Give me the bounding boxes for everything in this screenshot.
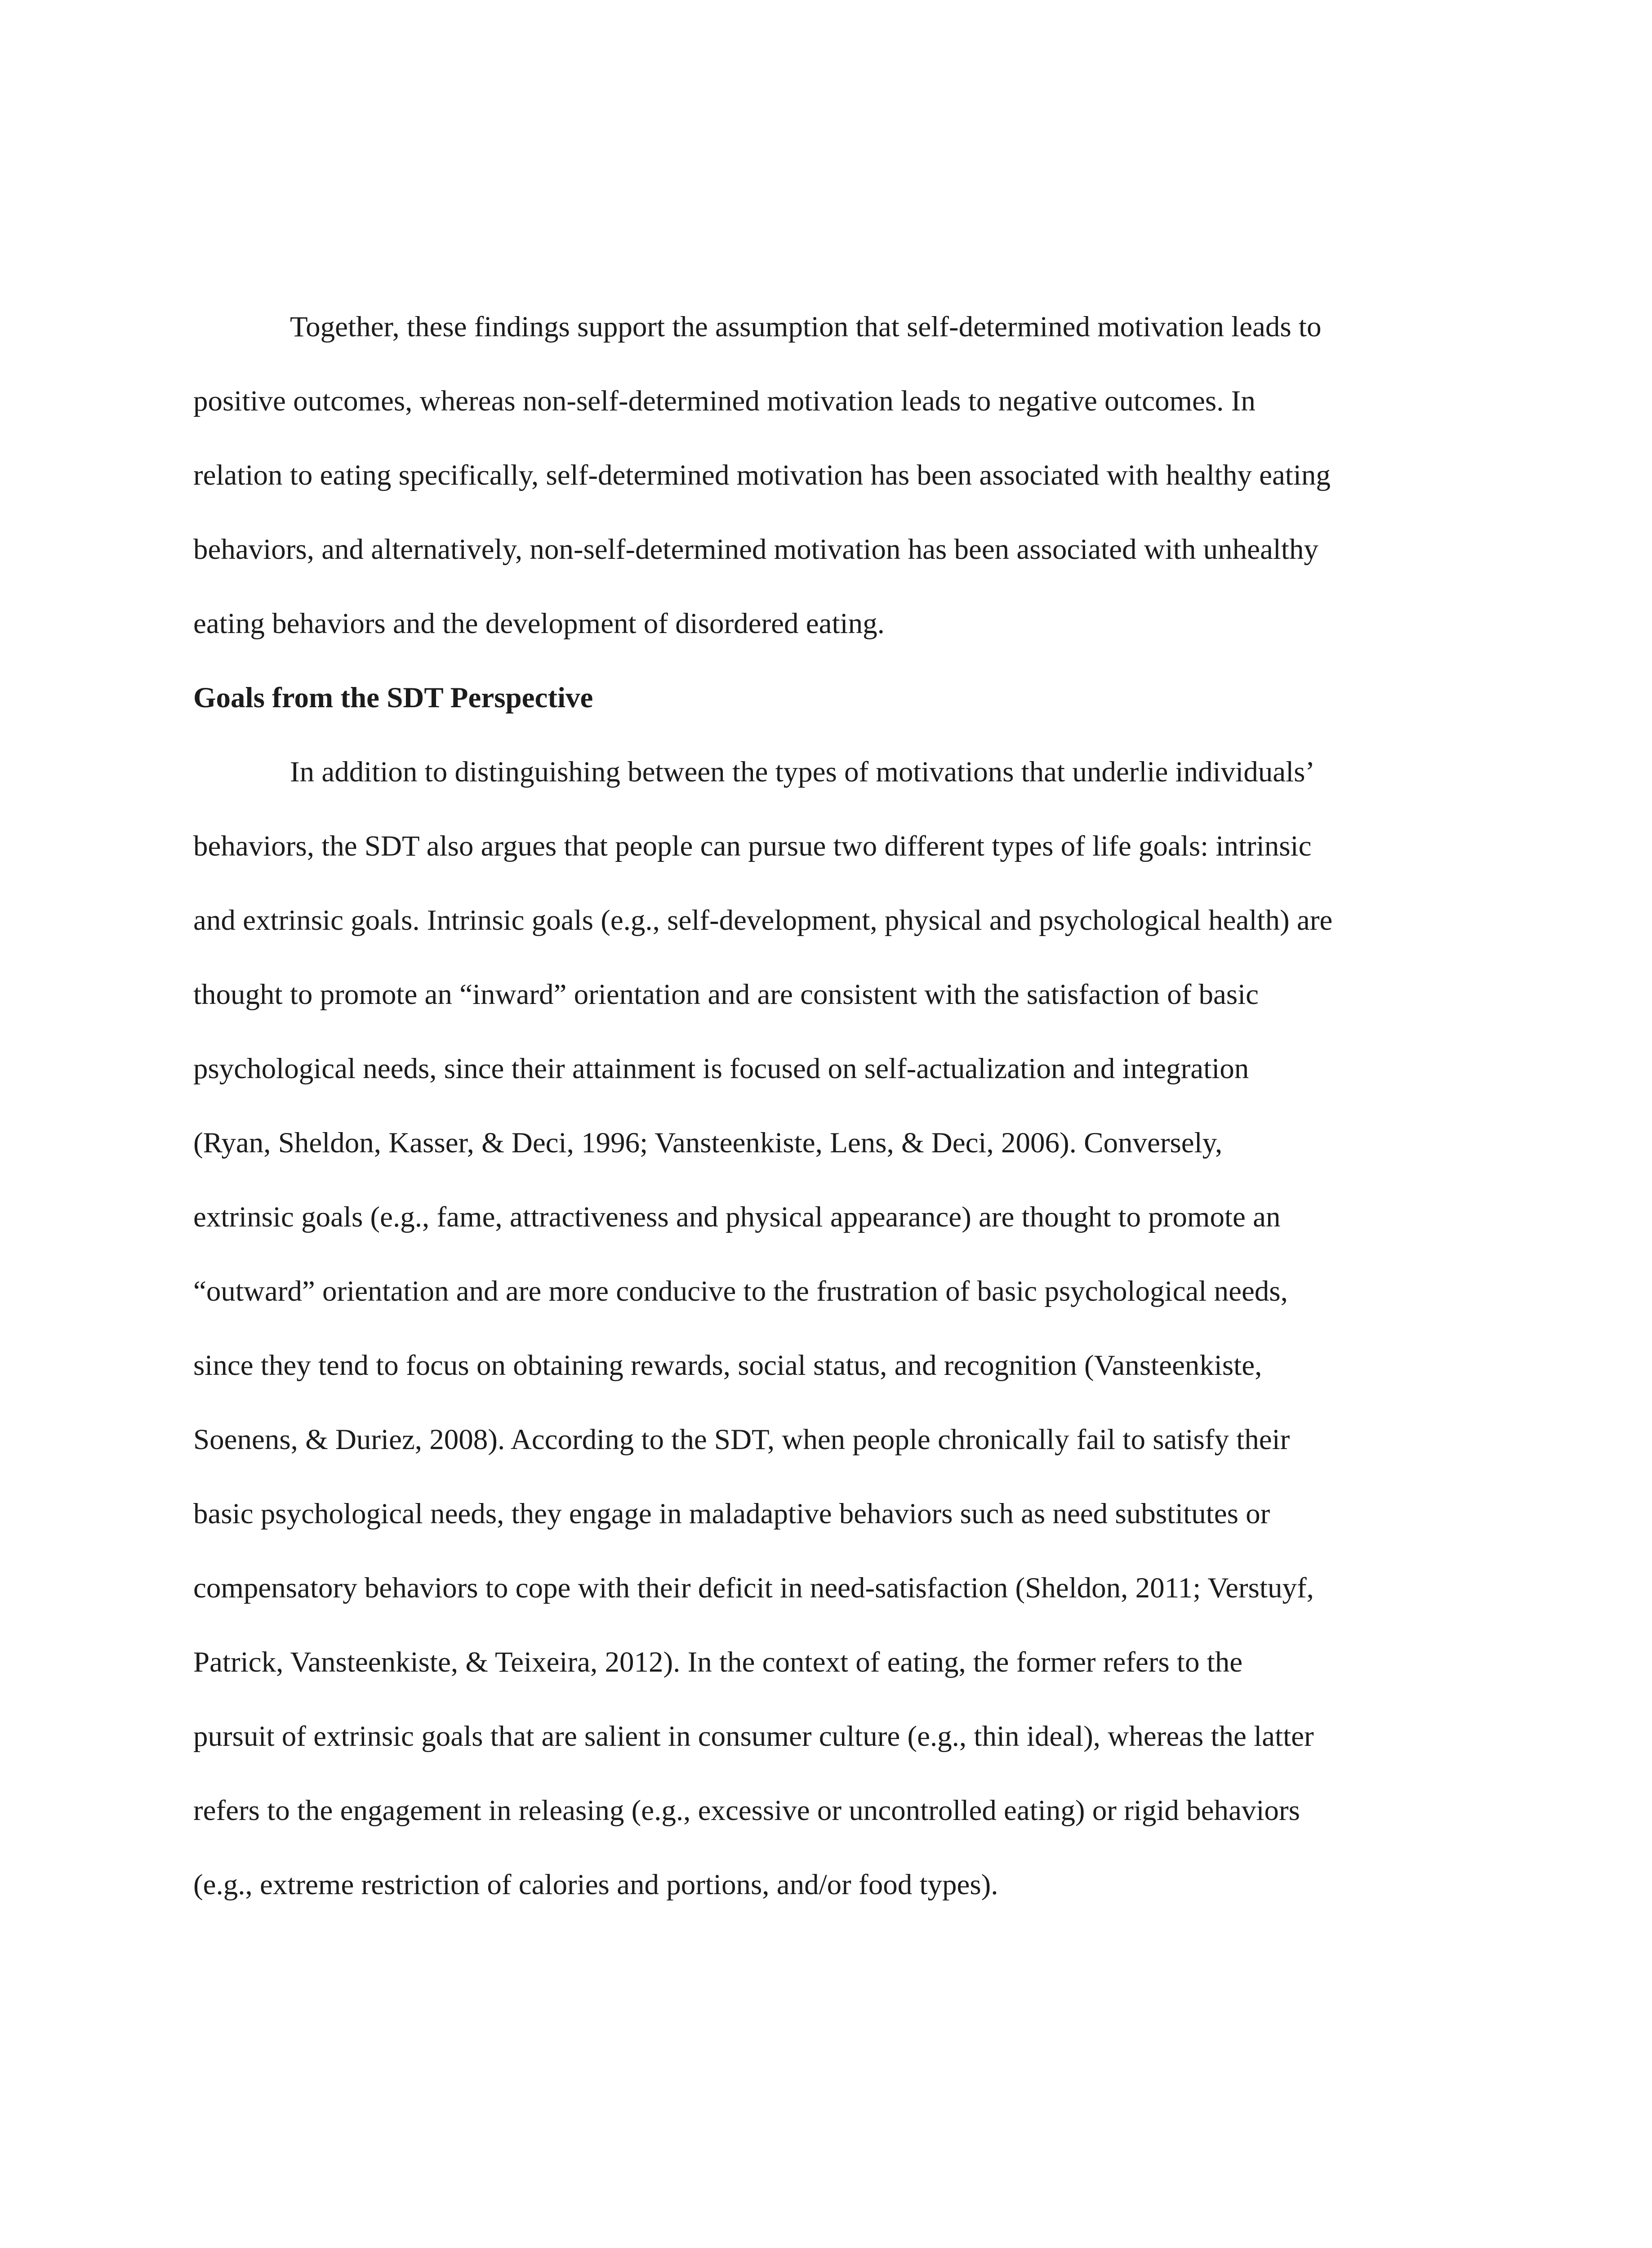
paragraph-line: positive outcomes, whereas non-self-determined motivation leads to negative outcomes. In: [193, 385, 1256, 417]
paragraph-2: [193, 735, 1461, 1922]
paragraph-line: Soenens, & Duriez, 2008). According to the SDT, when people chronically fail to satisfy their: [193, 1423, 1290, 1456]
paragraph-line: Together, these findings support the assumption that self-determined motivation leads to: [290, 311, 1322, 343]
paragraph-line: In addition to distinguishing between the types of motivations that underlie individuals’: [290, 756, 1315, 788]
paragraph-line: Patrick, Vansteenkiste, & Teixeira, 2012). In the context of eating, the former refers to the: [193, 1646, 1243, 1678]
paragraph-line: behaviors, the SDT also argues that people can pursue two different types of life goals: intrinsic: [193, 830, 1312, 862]
paragraph-line: basic psychological needs, they engage in maladaptive behaviors such as need substitutes or: [193, 1498, 1270, 1530]
paragraph-line: (Ryan, Sheldon, Kasser, & Deci, 1996; Vansteenkiste, Lens, & Deci, 2006). Conversely,: [193, 1127, 1223, 1159]
paragraph-line: and extrinsic goals. Intrinsic goals (e.g., self-development, physical and psychological health) are: [193, 904, 1333, 937]
body-text: [193, 290, 1461, 1922]
paragraph-line: compensatory behaviors to cope with their deficit in need-satisfaction (Sheldon, 2011; Verstuyf,: [193, 1572, 1314, 1604]
paragraph-line: pursuit of extrinsic goals that are salient in consumer culture (e.g., thin ideal), whereas the latter: [193, 1720, 1314, 1753]
paragraph-1: [193, 290, 1461, 661]
paragraph-line: extrinsic goals (e.g., fame, attractiveness and physical appearance) are thought to promote an: [193, 1201, 1281, 1233]
paragraph-line: behaviors, and alternatively, non-self-determined motivation has been associated with unhealthy: [193, 533, 1318, 566]
paragraph-line: psychological needs, since their attainment is focused on self-actualization and integration: [193, 1053, 1249, 1085]
paragraph-line: since they tend to focus on obtaining rewards, social status, and recognition (Vansteenkiste,: [193, 1349, 1262, 1382]
paragraph-line: “outward” orientation and are more conducive to the frustration of basic psychological needs,: [193, 1275, 1288, 1307]
paragraph-line: thought to promote an “inward” orientation and are consistent with the satisfaction of basic: [193, 978, 1259, 1011]
paragraph-line: (e.g., extreme restriction of calories and portions, and/or food types).: [193, 1869, 998, 1901]
paragraph-line: eating behaviors and the development of disordered eating.: [193, 607, 885, 640]
paragraph-line: refers to the engagement in releasing (e.g., excessive or uncontrolled eating) or rigid behaviors: [193, 1794, 1300, 1827]
paragraph-line: relation to eating specifically, self-determined motivation has been associated with healthy eating: [193, 459, 1331, 491]
section-heading: Goals from the SDT Perspective: [193, 682, 593, 714]
